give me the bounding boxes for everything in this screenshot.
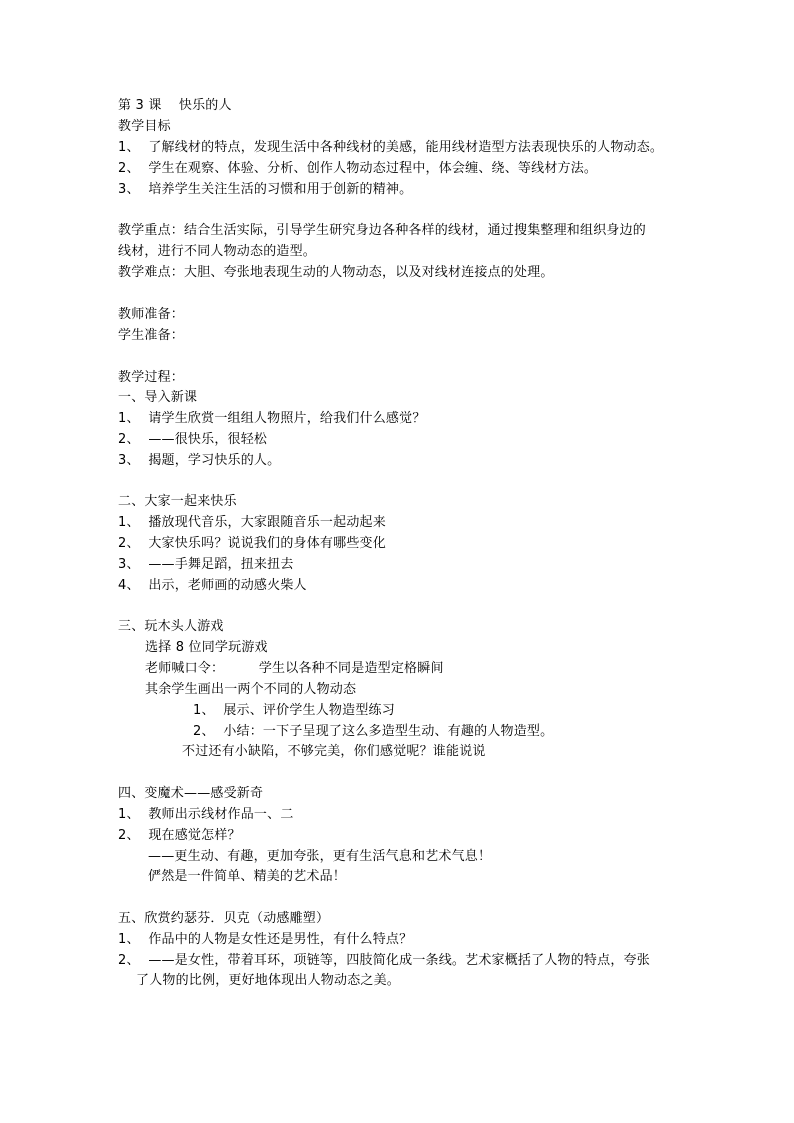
indented-list-item: 2、 小结：一下子呈现了这么多造型生动、有趣的人物造型。 bbox=[193, 724, 554, 739]
section-heading-4: 四、变魔术——感受新奇 bbox=[118, 786, 264, 801]
indented-list-item: 1、 展示、评价学生人物造型练习 bbox=[193, 703, 395, 718]
list-item: 1、 作品中的人物是女性还是男性，有什么特点？ bbox=[118, 932, 413, 947]
indented-line: 老师喊口令： 学生以各种不同是造型定格瞬间 bbox=[145, 661, 444, 676]
list-item: 1、 教师出示线材作品一、二 bbox=[118, 807, 294, 822]
section-heading-5: 五、欣赏约瑟芬．贝克（动感雕塑） bbox=[118, 911, 330, 926]
list-item: 1、 播放现代音乐，大家跟随音乐一起动起来 bbox=[118, 515, 386, 530]
key-points-line-1: 教学重点：结合生活实际，引导学生研究身边各种各样的线材，通过搜集整理和组织身边的 bbox=[118, 223, 647, 238]
objective-item-1: 1、 了解线材的特点，发现生活中各种线材的美感，能用线材造型方法表现快乐的人物动态。 bbox=[118, 140, 664, 155]
indented-line: 不过还有小缺陷，不够完美，你们感觉呢？谁能说说 bbox=[182, 744, 486, 759]
indented-line: 了人物的比例，更好地体现出人物动态之美。 bbox=[136, 973, 401, 988]
teaching-process-heading: 教学过程： bbox=[118, 370, 185, 385]
indented-line: 选择 8 位同学玩游戏 bbox=[145, 640, 268, 655]
list-item: 1、 请学生欣赏一组组人物照片，给我们什么感觉？ bbox=[118, 411, 426, 426]
indented-line: ——更生动、有趣，更加夸张，更有生活气息和艺术气息！ bbox=[148, 849, 492, 864]
list-item: 3、 揭题，学习快乐的人。 bbox=[118, 453, 281, 468]
list-item: 3、 ——手舞足蹈，扭来扭去 bbox=[118, 557, 294, 572]
objective-item-2: 2、 学生在观察、体验、分析、创作人物动态过程中，体会缠、绕、等线材方法。 bbox=[118, 161, 598, 176]
student-preparation: 学生准备： bbox=[118, 328, 185, 343]
indented-line: 其余学生画出一两个不同的人物动态 bbox=[145, 682, 357, 697]
list-item: 2、 大家快乐吗？说说我们的身体有哪些变化 bbox=[118, 536, 386, 551]
objective-item-3: 3、 培养学生关注生活的习惯和用于创新的精神。 bbox=[118, 182, 413, 197]
key-points-line-2: 线材，进行不同人物动态的造型。 bbox=[118, 244, 317, 259]
difficult-points: 教学难点：大胆、夸张地表现生动的人物动态，以及对线材连接点的处理。 bbox=[118, 265, 554, 280]
section-heading-2: 二、大家一起来快乐 bbox=[118, 494, 237, 509]
teacher-preparation: 教师准备： bbox=[118, 307, 185, 322]
section-heading-1: 一、导入新课 bbox=[118, 390, 198, 405]
indented-line: 俨然是一件简单、精美的艺术品！ bbox=[148, 869, 347, 884]
list-item: 4、 出示，老师画的动感火柴人 bbox=[118, 578, 307, 593]
section-heading-objectives: 教学目标 bbox=[118, 119, 171, 134]
list-item: 2、 ——很快乐，很轻松 bbox=[118, 432, 268, 447]
list-item: 2、 现在感觉怎样？ bbox=[118, 828, 241, 843]
lesson-title: 第 3 课 快乐的人 bbox=[118, 98, 232, 113]
list-item: 2、 ——是女性，带着耳环，项链等，四肢简化成一条线。艺术家概括了人物的特点，夸张 bbox=[118, 953, 650, 968]
section-heading-3: 三、玩木头人游戏 bbox=[118, 619, 224, 634]
